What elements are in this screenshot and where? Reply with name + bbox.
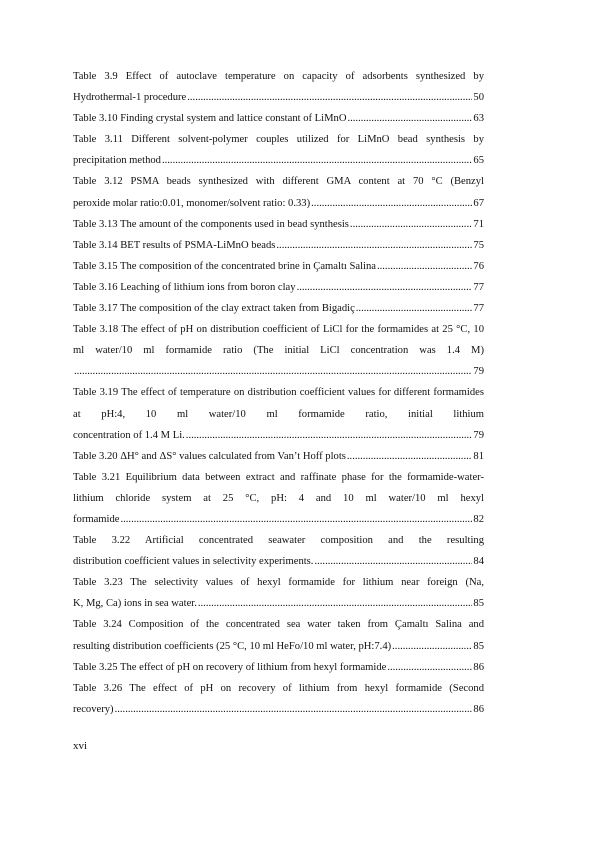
toc-entry-title-end: K, Mg, Ca) ions in sea water. (73, 598, 197, 610)
toc-entry[interactable] (73, 66, 484, 108)
toc-entry-title: Table 3.18 The effect of pH on distribution coefficient of LiCl for the formamides at 25 °C, 10 ml water/10 ml formamide ratio (The initial LiCl concentration was 1.4 M) (73, 324, 484, 357)
toc-entry-title-end: distribution coefficient values in selectivity experiments. (73, 556, 314, 568)
dot-leader (392, 636, 472, 657)
toc-entry-line (73, 446, 484, 467)
toc-entry[interactable] (73, 467, 484, 530)
toc-entry-title-end: Table 3.13 The amount of the components used in bead synthesis (73, 218, 349, 230)
toc-page-number: 81 (473, 450, 484, 462)
dot-leader (74, 361, 472, 382)
dot-leader (120, 509, 472, 530)
toc-page-number: 77 (473, 303, 484, 315)
toc-page-number: 86 (473, 703, 484, 715)
toc-entry-title-end: Hydrothermal-1 procedure (73, 92, 187, 104)
toc-entry[interactable] (73, 214, 484, 235)
dot-leader (297, 277, 473, 298)
toc-entry[interactable] (73, 108, 484, 129)
dot-leader (276, 235, 472, 256)
toc-entry-title-end: concentration of 1.4 M Li. (73, 429, 185, 441)
toc-entry[interactable] (73, 235, 484, 256)
dot-leader (387, 657, 472, 678)
list-of-tables (73, 66, 484, 720)
dot-leader (186, 425, 473, 446)
toc-entry-line (73, 108, 484, 129)
dot-leader (347, 108, 472, 129)
toc-entry-title-end: peroxide molar ratio:0.01, monomer/solvent ratio: 0.33) (73, 197, 311, 209)
toc-entry-line (73, 193, 484, 214)
toc-entry[interactable] (73, 657, 484, 678)
toc-entry[interactable] (73, 298, 484, 319)
toc-entry-line (73, 699, 484, 720)
toc-entry-title-end: precipitation method (73, 155, 161, 167)
toc-page-number: 75 (473, 239, 484, 251)
toc-entry-title-end: Table 3.16 Leaching of lithium ions from boron clay (73, 281, 296, 293)
toc-page-number: 85 (473, 640, 484, 652)
toc-entry[interactable] (73, 446, 484, 467)
toc-entry-title-end: Table 3.25 The effect of pH on recovery of lithium from hexyl formamide (73, 661, 387, 673)
dot-leader (115, 699, 473, 720)
toc-entry-title: Table 3.11 Different solvent-polymer couples utilized for LiMnO bead synthesis by (73, 134, 484, 146)
toc-page-number: 67 (473, 197, 484, 209)
page-number: xvi (73, 740, 88, 752)
dot-leader (347, 446, 473, 467)
dot-leader (356, 298, 473, 319)
toc-entry-title-end: resulting distribution coefficients (25 °C, 10 ml HeFo/10 ml water, pH:7.4) (73, 640, 392, 652)
toc-entry[interactable] (73, 678, 484, 720)
toc-entry[interactable] (73, 256, 484, 277)
toc-entry-title-end: Table 3.17 The composition of the clay extract taken from Bigadiç (73, 303, 355, 315)
toc-entry-line (73, 509, 484, 530)
toc-entry-title: Table 3.9 Effect of autoclave temperature on capacity of adsorbents synthesized by (73, 71, 484, 82)
toc-entry-title-end: Table 3.10 Finding crystal system and lattice constant of LiMnO (73, 113, 347, 125)
toc-entry-line (73, 636, 484, 657)
toc-entry-line (73, 256, 484, 277)
toc-entry[interactable] (73, 614, 484, 656)
toc-entry-line (73, 235, 484, 256)
toc-page-number: 84 (473, 556, 484, 568)
toc-page-number: 79 (473, 366, 484, 378)
toc-entry-line (73, 551, 484, 572)
toc-entry[interactable] (73, 277, 484, 298)
dot-leader (187, 87, 472, 108)
toc-entry-title-end: Table 3.14 BET results of PSMA-LiMnO beads (73, 239, 276, 251)
toc-entry-title: Table 3.26 The effect of pH on recovery of lithium from hexyl formamide (Second (73, 682, 484, 694)
toc-entry-title: Table 3.23 The selectivity values of hexyl formamide for lithium near foreign (Na, (73, 577, 484, 589)
toc-page-number: 65 (473, 155, 484, 167)
toc-entry[interactable] (73, 129, 484, 171)
toc-entry[interactable] (73, 530, 484, 572)
dot-leader (350, 214, 472, 235)
toc-entry[interactable] (73, 572, 484, 614)
toc-entry[interactable] (73, 319, 484, 382)
dot-leader (162, 150, 472, 171)
dot-leader (377, 256, 472, 277)
toc-page-number: 50 (473, 92, 484, 104)
toc-entry-line (73, 425, 484, 446)
toc-entry-title-end: Table 3.20 ΔH° and ΔS° values calculated from Van’t Hoff plots (73, 450, 346, 462)
toc-page-number: 76 (473, 260, 484, 272)
toc-entry-title: Table 3.21 Equilibrium data between extract and raffinate phase for the formamide-water-lithium chloride system at 25 °C, pH: 4 and 10 ml water/10 ml hexyl (73, 471, 484, 504)
toc-page-number: 71 (473, 218, 484, 230)
dot-leader (311, 193, 472, 214)
toc-entry-title: Table 3.12 PSMA beads synthesized with different GMA content at 70 °C (Benzyl (73, 176, 484, 188)
toc-entry-title: Table 3.22 Artificial concentrated seawater composition and the resulting (73, 535, 484, 547)
toc-entry-line (73, 657, 484, 678)
toc-entry-line (73, 214, 484, 235)
toc-page-number: 85 (473, 598, 484, 610)
toc-entry-title-end: formamide (73, 513, 120, 525)
toc-entry-title-end: Table 3.15 The composition of the concentrated brine in Çamaltı Salina (73, 260, 376, 272)
toc-entry-line (73, 150, 484, 171)
toc-page-number: 79 (473, 429, 484, 441)
toc-page-number: 86 (473, 661, 484, 673)
toc-entry-line (73, 361, 484, 382)
toc-entry-line (73, 593, 484, 614)
dot-leader (198, 593, 473, 614)
toc-page-number: 77 (473, 281, 484, 293)
toc-entry-line (73, 298, 484, 319)
toc-entry-title-end: recovery) (73, 703, 114, 715)
toc-entry[interactable] (73, 171, 484, 213)
toc-page-number: 82 (473, 513, 484, 525)
toc-page-number: 63 (473, 113, 484, 125)
toc-entry[interactable] (73, 382, 484, 445)
toc-entry-line (73, 277, 484, 298)
toc-entry-line (73, 87, 484, 108)
toc-entry-title: Table 3.24 Composition of the concentrated sea water taken from Çamaltı Salina and (73, 619, 484, 631)
toc-entry-title: Table 3.19 The effect of temperature on distribution coefficient values for different formamides at pH:4, 10 ml water/10 ml formamide ratio, initial lithium (73, 387, 484, 420)
dot-leader (314, 551, 472, 572)
